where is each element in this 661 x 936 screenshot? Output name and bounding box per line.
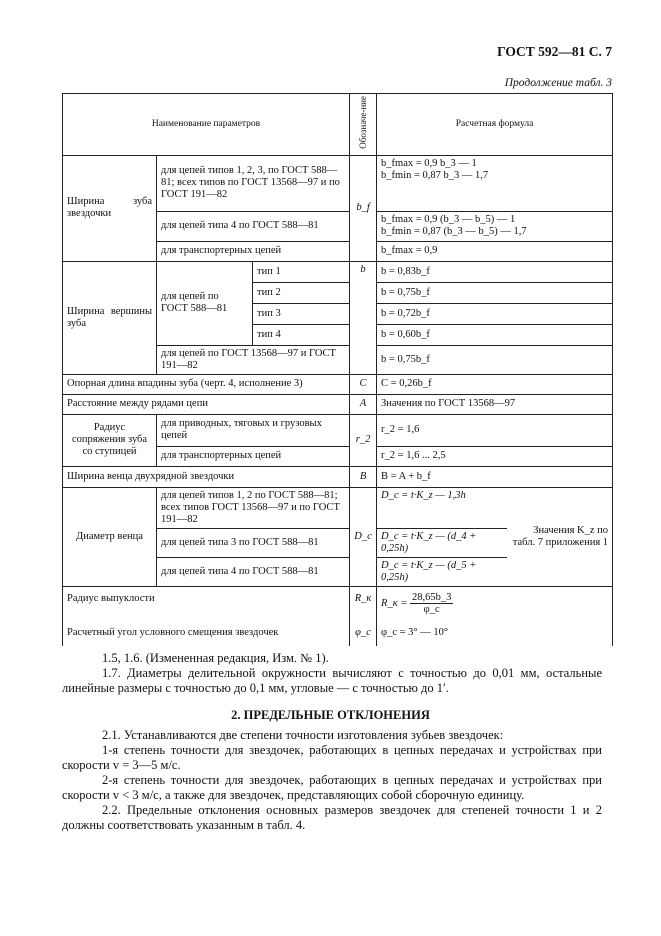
tip-formula-1: b = 0,83b_f — [377, 261, 613, 282]
para-2-1: 2.1. Устанавливаются две степени точности изготовления зубьев звездочек: — [102, 728, 504, 742]
header-symbol: Обозначе-ние — [350, 94, 377, 156]
radius-cond-1: для приводных, тяговых и грузовых цепей — [157, 414, 350, 446]
para-1-5: 1.5, 1.6. (Измененная редакция, Изм. № 1). — [102, 651, 329, 665]
diameter-note: Значения K_z по табл. 7 приложения 1 — [507, 487, 613, 586]
header-formula: Расчетная формула — [377, 94, 613, 156]
support-symbol: C — [350, 374, 377, 394]
diameter-cond-3: для цепей типа 4 по ГОСТ 588—81 — [157, 557, 350, 586]
radius-formula-2: r_2 = 1,6 ... 2,5 — [377, 446, 613, 466]
row-dist-formula: Значения по ГОСТ 13568—97 — [377, 394, 613, 414]
diameter-formula-3: D_c = t·K_z — (d_5 + 0,25h) — [377, 557, 507, 586]
doc-header: ГОСТ 592—81 С. 7 — [497, 44, 612, 59]
header-param: Наименование параметров — [63, 94, 350, 156]
diameter-symbol: D_c — [350, 487, 377, 586]
rim-formula: B = A + b_f — [377, 466, 613, 487]
row-dist-label: Расстояние между рядами цепи — [63, 394, 350, 414]
row-dist-symbol: A — [350, 394, 377, 414]
angle-label: Расчетный угол условного смещения звездочек — [63, 620, 350, 646]
tip-other-cond: для цепей по ГОСТ 13568—97 и ГОСТ 191—82 — [157, 345, 350, 374]
tip-formula-3: b = 0,72b_f — [377, 303, 613, 324]
radius-symbol: r_2 — [350, 414, 377, 466]
angle-symbol: φ_c — [350, 620, 377, 646]
parameters-table — [62, 93, 613, 646]
tip-width-label: Ширина вершины зуба — [63, 261, 157, 374]
radius-cond-2: для транспортерных цепей — [157, 446, 350, 466]
rim-label: Ширина венца двухрядной звездочки — [63, 466, 350, 487]
para-1-7: 1.7. Диаметры делительной окружности вычисляют с точностью до 0,01 мм, остальные линейные размеры с точностью до 0,1 мм, угловые — с точностью до 1′. — [62, 666, 602, 695]
support-label: Опорная длина впадины зуба (черт. 4, исполнение 3) — [63, 374, 350, 394]
convex-formula: R_к = $\frac{28,65b\_3}{\varphi\_c}$ — [377, 586, 613, 620]
angle-formula: φ_c = 3° — 10° — [377, 620, 613, 646]
section-2-title: 2. ПРЕДЕЛЬНЫЕ ОТКЛОНЕНИЯ — [231, 708, 430, 722]
tooth-width-symbol: b_f — [350, 155, 377, 261]
tip-formula-4: b = 0,60b_f — [377, 324, 613, 345]
radius-formula-1: r_2 = 1,6 — [377, 414, 613, 446]
tooth-width-cond-1: для цепей типов 1, 2, 3, по ГОСТ 588—81; всех типов по ГОСТ 13568—97 и по ГОСТ 191—82 — [157, 155, 350, 211]
rim-symbol: B — [350, 466, 377, 487]
tooth-width-cond-3: для транспортерных цепей — [157, 241, 350, 261]
diameter-formula-1: D_c = t·K_z — 1,3h — [377, 487, 507, 528]
tip-type-1: тип 1 — [253, 261, 350, 282]
tip-width-symbol: b — [350, 261, 377, 374]
convex-symbol: R_к — [350, 586, 377, 620]
tooth-width-label: Ширина зуба звездочки — [63, 155, 157, 261]
continuation-label: Продолжение табл. 3 — [504, 77, 612, 89]
body-text-1 — [62, 651, 602, 696]
tooth-width-formula-1: b_fmax = 0,9 b_3 — 1 b_fmin = 0,87 b_3 — 1,7 — [377, 155, 613, 211]
diameter-formula-2: D_c = t·K_z — (d_4 + 0,25h) — [377, 528, 507, 557]
para-2-1-1: 1-я степень точности для звездочек, работающих в цепных передачах и устройствах при скорости v = 3—5 м/с. — [62, 743, 602, 772]
tip-width-group-cond: для цепей по ГОСТ 588—81 — [157, 261, 253, 345]
tooth-width-cond-2: для цепей типа 4 по ГОСТ 588—81 — [157, 211, 350, 241]
tooth-width-formula-3: b_fmax = 0,9 — [377, 241, 613, 261]
diameter-label: Диаметр венца — [63, 487, 157, 586]
support-formula: C = 0,26b_f — [377, 374, 613, 394]
tip-type-2: тип 2 — [253, 282, 350, 303]
body-text-2 — [62, 728, 602, 833]
para-2-1-2: 2-я степень точности для звездочек, работающих в цепных передачах и устройствах при скорости v < 3 м/с, а также для звездочек, представляющих собой сборочную единицу. — [62, 773, 602, 802]
diameter-cond-2: для цепей типа 3 по ГОСТ 588—81 — [157, 528, 350, 557]
tip-other-formula: b = 0,75b_f — [377, 345, 613, 374]
tip-type-3: тип 3 — [253, 303, 350, 324]
tip-type-4: тип 4 — [253, 324, 350, 345]
radius-label: Радиус сопряжения зуба со ступицей — [63, 414, 157, 466]
para-2-2: 2.2. Предельные отклонения основных размеров звездочек для степеней точности 1 и 2 должны соответствовать указанным в табл. 4. — [62, 803, 602, 832]
tip-formula-2: b = 0,75b_f — [377, 282, 613, 303]
diameter-cond-1: для цепей типов 1, 2 по ГОСТ 588—81; всех типов ГОСТ 13568—97 и по ГОСТ 191—82 — [157, 487, 350, 528]
convex-label: Радиус выпуклости — [63, 586, 350, 620]
tooth-width-formula-2: b_fmax = 0,9 (b_3 — b_5) — 1 b_fmin = 0,87 (b_3 — b_5) — 1,7 — [377, 211, 613, 241]
